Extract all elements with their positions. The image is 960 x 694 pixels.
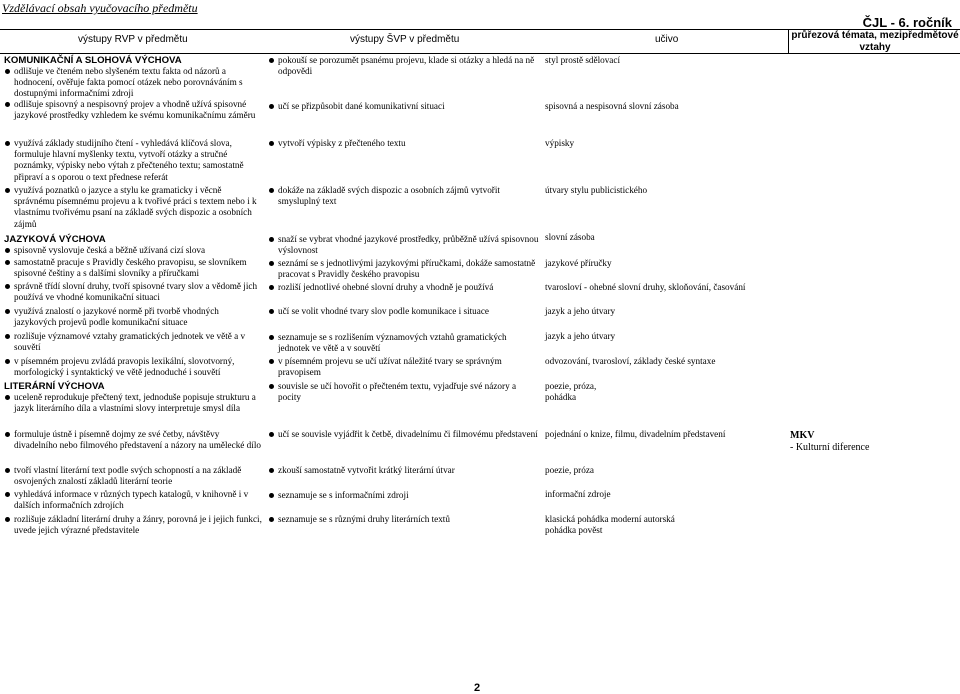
mkv-title: MKV xyxy=(790,430,815,441)
bullet-icon xyxy=(5,102,10,107)
rvp-item: samostatně pracuje s Pravidly českého pravopisu, se slovníkem spisovné češtiny a s dalšími slovníky a příručkami xyxy=(14,257,262,279)
bullet-icon xyxy=(5,517,10,522)
ucivo-item: tvarosloví - ohebné slovní druhy, skloňování, časování xyxy=(545,282,746,292)
rvp-item: využívá základy studijního čtení - vyhledává klíčová slova, formuluje hlavní myšlenky textu, vytvoří otázky a stručné poznámky, výpisky nebo výtah z přečteného textu; samostatně připraví a s oporou o text přednese referát xyxy=(14,138,262,183)
bullet-icon xyxy=(5,309,10,314)
cross-topic-mkv xyxy=(790,430,869,454)
rvp-item: vyhledává informace v různých typech katalogů, v knihovně i v dalších informačních zdrojích xyxy=(14,489,262,511)
svp-item: zkouší samostatně vytvořit krátký literární útvar xyxy=(278,465,540,476)
rvp-item: uceleně reprodukuje přečtený text, jednoduše popisuje strukturu a jazyk literárního díla a vlastními slovy interpretuje smysl díla xyxy=(14,392,262,414)
svp-item: snaží se vybrat vhodné jazykové prostředky, průběžně užívá spisovnou výslovnost xyxy=(278,234,540,256)
bullet-icon xyxy=(5,468,10,473)
page-number: 2 xyxy=(474,682,481,694)
bullet-icon xyxy=(269,309,274,314)
ucivo-item: pojednání o knize, filmu, divadelním představení xyxy=(545,429,726,439)
rvp-item: správně třídí slovní druhy, tvoří spisovné tvary slov a vědomě jich používá ve vhodné komunikační situaci xyxy=(14,281,262,303)
bullet-icon xyxy=(5,359,10,364)
header-bottom-rule xyxy=(0,53,960,54)
header-svp: výstupy ŠVP v předmětu xyxy=(350,34,460,45)
rvp-item: využívá poznatků o jazyce a stylu ke gramaticky i věcně správnému písemnému projevu a k tvořivé práci s textem nebo i k vlastnímu tvořivému psaní na základě svých dispozic a osobních zájmů xyxy=(14,185,262,230)
ucivo-item: klasická pohádka moderní autorská pohádka pověst xyxy=(545,514,675,536)
bullet-icon xyxy=(269,335,274,340)
rvp-item: odlišuje spisovný a nespisovný projev a vhodně užívá spisovné jazykové prostředky vzhledem ke svému komunikačnímu záměru xyxy=(14,99,262,121)
svp-item: seznamuje se s rozlišením významových vztahů gramatických jednotek ve větě a v souvětí xyxy=(278,332,540,354)
ucivo-item: jazykové příručky xyxy=(545,258,612,268)
bullet-icon xyxy=(5,248,10,253)
svp-item: seznamuje se s různými druhy literárních textů xyxy=(278,514,540,525)
document-title: Vzdělávací obsah vyučovacího předmětu xyxy=(2,1,198,15)
ucivo-item: jazyk a jeho útvary xyxy=(545,306,616,316)
ucivo-item: odvozování, tvarosloví, základy české syntaxe xyxy=(545,356,716,366)
section-literature: LITERÁRNÍ VÝCHOVA xyxy=(4,381,105,392)
ucivo-item: útvary stylu publicistického xyxy=(545,185,648,195)
bullet-icon xyxy=(5,432,10,437)
svp-item: vytvoří výpisky z přečteného textu xyxy=(278,138,540,149)
bullet-icon xyxy=(5,69,10,74)
ucivo-item: styl prostě sdělovací xyxy=(545,55,621,65)
ucivo-item: spisovná a nespisovná slovní zásoba xyxy=(545,101,679,111)
section-communication: KOMUNIKAČNÍ A SLOHOVÁ VÝCHOVA xyxy=(4,55,182,66)
header-cross-topics: průřezová témata, mezipředmětové vztahy xyxy=(791,30,959,53)
bullet-icon xyxy=(269,104,274,109)
svp-item: rozliší jednotlivé ohebné slovní druhy a vhodně je používá xyxy=(278,282,540,293)
bullet-icon xyxy=(5,492,10,497)
bullet-icon xyxy=(269,141,274,146)
bullet-icon xyxy=(5,284,10,289)
bullet-icon xyxy=(5,141,10,146)
ucivo-item: informační zdroje xyxy=(545,489,611,499)
rvp-item: formuluje ústně i písemně dojmy ze své četby, návštěvy divadelního nebo filmového představení a názory na umělecké dílo xyxy=(14,429,262,451)
ucivo-item: slovní zásoba xyxy=(545,232,595,242)
bullet-icon xyxy=(5,188,10,193)
header-col-divider xyxy=(788,29,789,53)
bullet-icon xyxy=(269,285,274,290)
header-ucivo: učivo xyxy=(655,34,679,45)
rvp-item: rozlišuje základní literární druhy a žánry, porovná je i jejich funkci, uvede jejich výrazné představitele xyxy=(14,514,262,536)
bullet-icon xyxy=(269,468,274,473)
bullet-icon xyxy=(5,260,10,265)
ucivo-item: jazyk a jeho útvary xyxy=(545,331,616,341)
bullet-icon xyxy=(269,359,274,364)
mkv-item: - Kulturní diference xyxy=(790,442,870,453)
svp-item: v písemném projevu se učí užívat náležité tvary se správným pravopisem xyxy=(278,356,540,378)
svp-item: učí se přizpůsobit dané komunikativní situaci xyxy=(278,101,540,112)
bullet-icon xyxy=(5,395,10,400)
rvp-item: v písemném projevu zvládá pravopis lexikální, slovotvorný, morfologický i syntaktický ve větě jednoduché i souvětí xyxy=(14,356,262,378)
svp-item: pokouší se porozumět psanému projevu, klade si otázky a hledá na ně odpovědi xyxy=(278,55,540,77)
svp-item: seznámí se s jednotlivými jazykovými příručkami, dokáže samostatně pracovat s Pravidly českého pravopisu xyxy=(278,258,540,280)
rvp-item: tvoří vlastní literární text podle svých schopností a na základě osvojených znalostí základů literární teorie xyxy=(14,465,262,487)
bullet-icon xyxy=(269,261,274,266)
section-language: JAZYKOVÁ VÝCHOVA xyxy=(4,234,106,245)
bullet-icon xyxy=(269,432,274,437)
bullet-icon xyxy=(269,493,274,498)
header-rvp: výstupy RVP v předmětu xyxy=(78,34,188,45)
ucivo-item: výpisky xyxy=(545,138,575,148)
bullet-icon xyxy=(269,188,274,193)
svp-item: souvisle se učí hovořit o přečteném textu, vyjadřuje své názory a pocity xyxy=(278,381,540,403)
subject-grade-label: ČJL - 6. ročník xyxy=(862,15,952,30)
rvp-item: využívá znalostí o jazykové normě při tvorbě vhodných jazykových projevů podle komunikační situace xyxy=(14,306,262,328)
svp-item: učí se volit vhodné tvary slov podle komunikace i situace xyxy=(278,306,540,317)
rvp-item: rozlišuje významové vztahy gramatických jednotek ve větě a v souvětí xyxy=(14,331,262,353)
svp-item: učí se souvisle vyjádřit k četbě, divadelnímu či filmovému představení xyxy=(278,429,540,440)
rvp-item: odlišuje ve čteném nebo slyšeném textu fakta od názorů a hodnocení, ověřuje fakta pomocí otázek nebo porovnáváním s dostupnými informačními zdroji xyxy=(14,66,262,100)
bullet-icon xyxy=(5,334,10,339)
bullet-icon xyxy=(269,58,274,63)
bullet-icon xyxy=(269,237,274,242)
ucivo-item: poezie, próza, pohádka xyxy=(545,381,597,403)
svp-item: seznamuje se s informačními zdroji xyxy=(278,490,540,501)
bullet-icon xyxy=(269,384,274,389)
ucivo-item: poezie, próza xyxy=(545,465,594,475)
svp-item: dokáže na základě svých dispozic a osobních zájmů vytvořit smysluplný text xyxy=(278,185,540,207)
bullet-icon xyxy=(269,517,274,522)
rvp-item: spisovně vyslovuje česká a běžně užívaná cizí slova xyxy=(14,245,262,256)
